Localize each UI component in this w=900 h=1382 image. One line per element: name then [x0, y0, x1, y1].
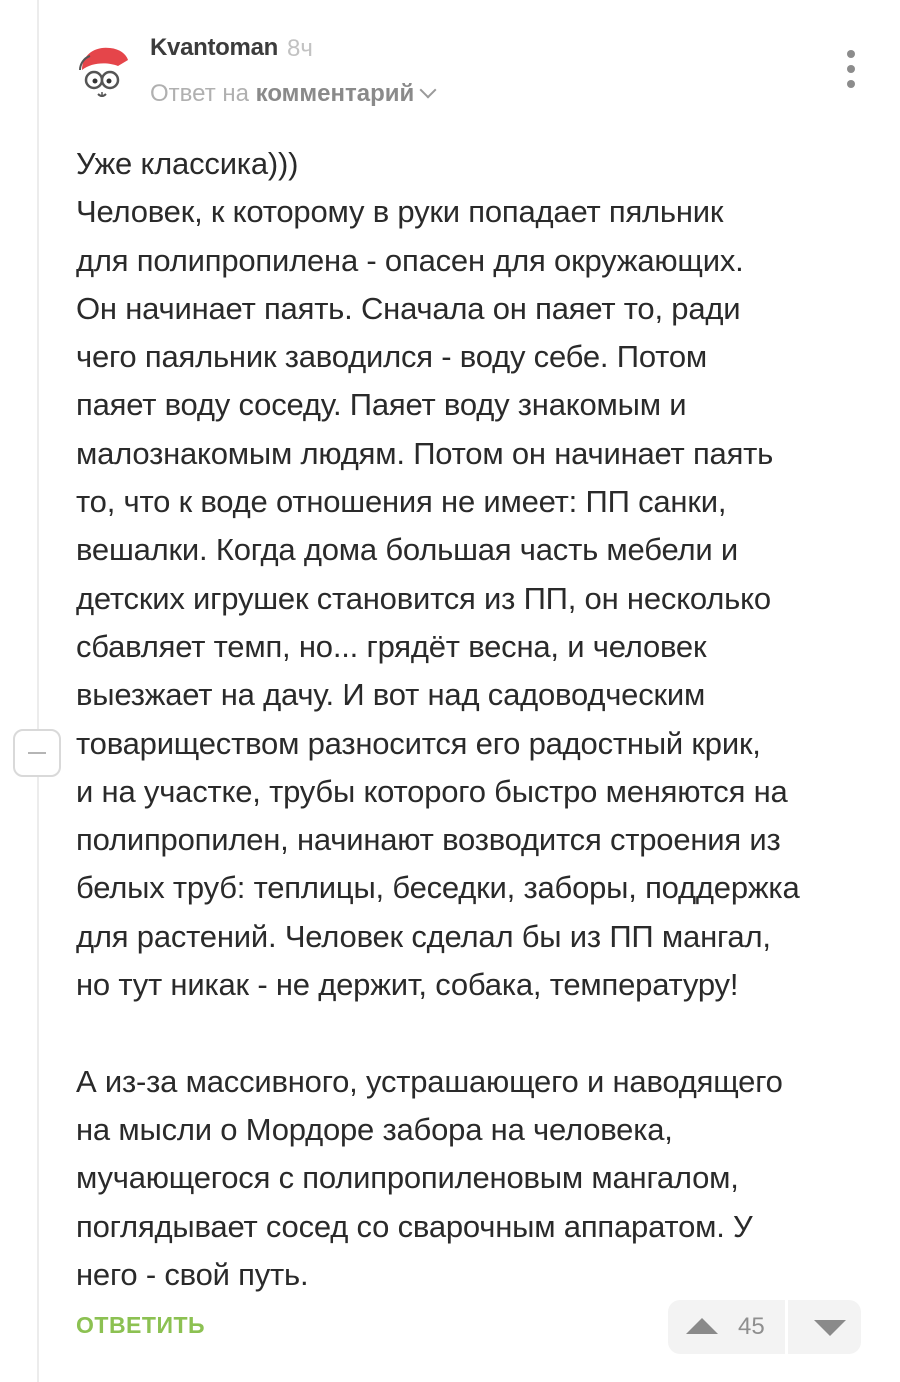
upvote-icon[interactable] — [686, 1318, 718, 1334]
comment-text-line: малознакомым людям. Потом он начинает паять — [76, 435, 774, 471]
comment-text-line: на мысли о Мордоре забора на человека, — [76, 1111, 673, 1147]
comment-text-line: Уже классика))) — [76, 146, 299, 181]
comment-text-line: сбавляет темп, но... грядёт весна, и человек — [76, 628, 707, 664]
comment-text-line: полипропилен, начинают возводится строения из — [76, 822, 781, 858]
rating-box — [668, 1300, 861, 1354]
comment-text-line: товариществом разносится его радостный крик, — [76, 725, 761, 761]
comment-text-line: него - свой путь. — [76, 1256, 309, 1292]
comment-text-line: но тут никак - не держит, собака, температуру! — [76, 967, 739, 1003]
comment-text-line: мучающегося с полипропиленовым мангалом, — [76, 1160, 739, 1196]
reply-to-info — [150, 80, 434, 108]
comment-text-line: чего паяльник заводился - воду себе. Потом — [76, 339, 707, 375]
comment-text-line: для растений. Человек сделал бы из ПП мангал, — [76, 918, 771, 954]
chevron-down-icon[interactable] — [420, 82, 437, 99]
collapse-thread-button[interactable] — [13, 729, 61, 777]
comment-text-line: белых труб: теплицы, беседки, заборы, поддержка — [76, 870, 800, 906]
more-vertical-icon — [847, 50, 855, 58]
comment-text-line: Он начинает паять. Сначала он паяет то, ради — [76, 290, 741, 326]
downvote-icon[interactable] — [814, 1320, 846, 1336]
comment-text-line: выезжает на дачу. И вот над садоводческим — [76, 677, 706, 713]
more-options-button[interactable] — [838, 48, 866, 90]
rating-count: 45 — [738, 1313, 765, 1340]
more-vertical-icon — [847, 80, 855, 88]
more-vertical-icon — [847, 65, 855, 73]
comment-text-line: паяет воду соседу. Паяет воду знакомым и — [76, 387, 687, 423]
comment-text-line: вешалки. Когда дома большая часть мебели и — [76, 532, 738, 568]
comment-text-line: и на участке, трубы которого быстро меняются на — [76, 773, 788, 809]
reply-prefix: Ответ на — [150, 80, 249, 107]
comment-text-line: то, что к воде отношения не имеет: ПП санки, — [76, 484, 727, 520]
reply-target-link[interactable]: комментарий — [255, 80, 415, 107]
comment-text-line: А из-за массивного, устрашающего и наводящего — [76, 1063, 783, 1099]
comment-text-line — [76, 1009, 876, 1057]
comment-body — [76, 140, 876, 1299]
rating-divider — [785, 1300, 788, 1354]
avatar[interactable] — [72, 40, 136, 104]
comment-time: 8ч — [287, 35, 313, 62]
comment-text-line: Человек, к которому в руки попадает пяльник — [76, 194, 724, 230]
comment-text-line: детских игрушек становится из ПП, он несколько — [76, 580, 771, 616]
comment-text-line: для полипропилена - опасен для окружающих. — [76, 242, 744, 278]
reply-button[interactable]: ОТВЕТИТЬ — [76, 1312, 206, 1338]
comment-text-line: поглядывает сосед со сварочным аппаратом. У — [76, 1208, 753, 1244]
thread-line[interactable] — [37, 0, 39, 1382]
author-name[interactable]: Kvantoman — [150, 34, 278, 61]
